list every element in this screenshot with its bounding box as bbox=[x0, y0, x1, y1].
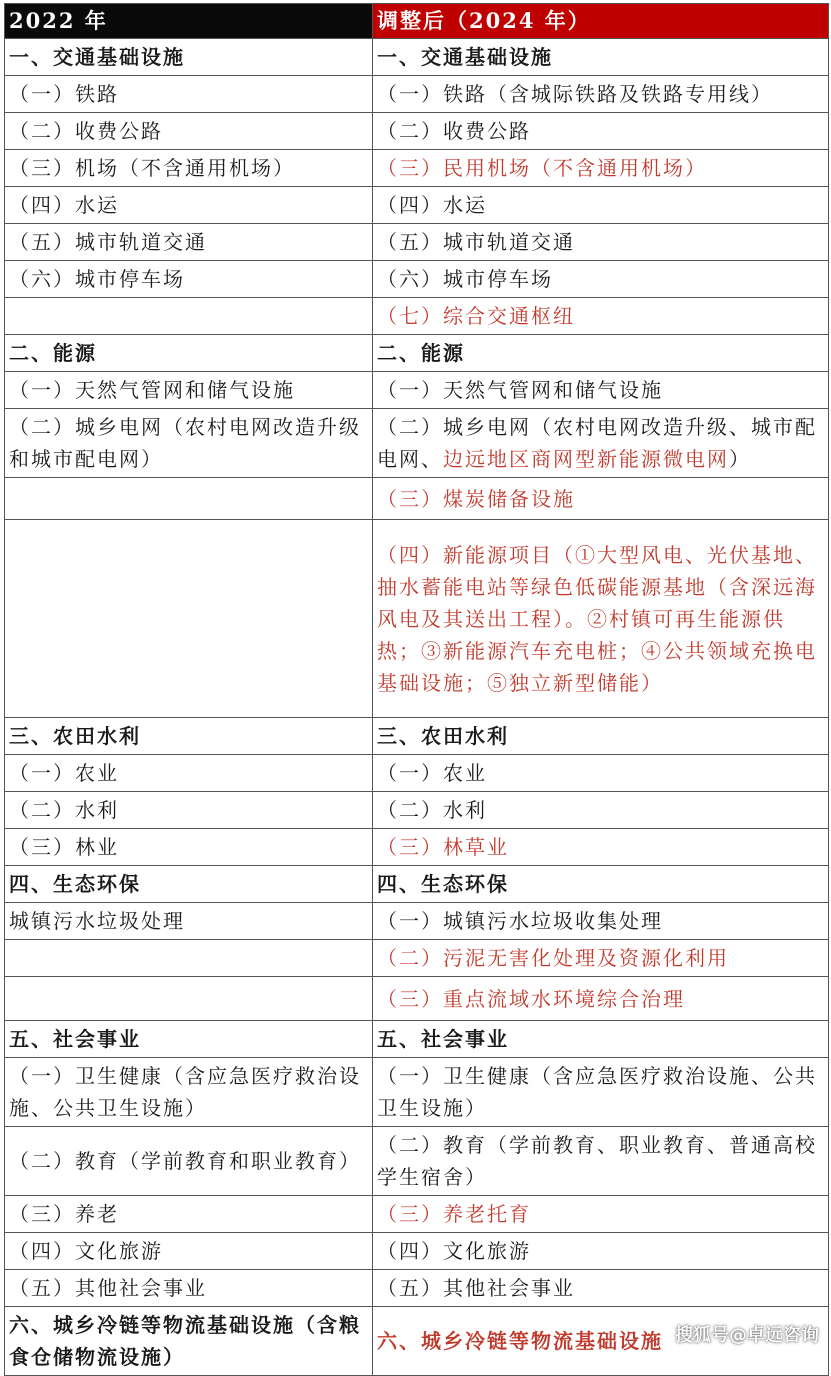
cell-2024: （六）城市停车场 bbox=[373, 261, 829, 298]
cell-2022: （二）城乡电网（农村电网改造升级和城市配电网） bbox=[5, 409, 373, 478]
cell-2022: （四）文化旅游 bbox=[5, 1233, 373, 1270]
cell-text: ） bbox=[729, 447, 751, 471]
table-row bbox=[5, 1058, 829, 1127]
cell-2024: （四）水运 bbox=[373, 187, 829, 224]
watermark: 搜狐号@卓远咨询 bbox=[675, 1325, 819, 1346]
cell-2022: （五）城市轨道交通 bbox=[5, 224, 373, 261]
cell-2024: （一）天然气管网和储气设施 bbox=[373, 372, 829, 409]
cell-2022: 六、城乡冷链等物流基础设施（含粮食仓储物流设施） bbox=[5, 1307, 373, 1376]
cell-2024: （二）收费公路 bbox=[373, 113, 829, 150]
cell-2022: 四、生态环保 bbox=[5, 866, 373, 903]
cell-2024: （五）其他社会事业 bbox=[373, 1270, 829, 1307]
cell-2022: （二）教育（学前教育和职业教育） bbox=[5, 1127, 373, 1196]
cell-2022: （五）其他社会事业 bbox=[5, 1270, 373, 1307]
cell-2024: （三）煤炭储备设施 bbox=[373, 478, 829, 520]
table-row bbox=[5, 335, 829, 372]
table-row bbox=[5, 1196, 829, 1233]
table-row bbox=[5, 1127, 829, 1196]
cell-2022: （一）卫生健康（含应急医疗救治设施、公共卫生设施） bbox=[5, 1058, 373, 1127]
comparison-table bbox=[4, 3, 829, 1376]
cell-2024: 三、农田水利 bbox=[373, 718, 829, 755]
cell-2022: （四）水运 bbox=[5, 187, 373, 224]
cell-2024: （二）污泥无害化处理及资源化利用 bbox=[373, 940, 829, 977]
table-row bbox=[5, 113, 829, 150]
table-row bbox=[5, 1233, 829, 1270]
cell-2024: （一）农业 bbox=[373, 755, 829, 792]
cell-2022: 城镇污水垃圾处理 bbox=[5, 903, 373, 940]
table-row bbox=[5, 409, 829, 478]
cell-2022: （六）城市停车场 bbox=[5, 261, 373, 298]
table-row bbox=[5, 903, 829, 940]
cell-2024: （二）水利 bbox=[373, 792, 829, 829]
table-row bbox=[5, 829, 829, 866]
cell-text: （二）城乡电网（农村电网改造升级、城市配电网、 bbox=[377, 415, 817, 471]
cell-2024: （四）文化旅游 bbox=[373, 1233, 829, 1270]
cell-2024: 五、社会事业 bbox=[373, 1021, 829, 1058]
table-row bbox=[5, 977, 829, 1021]
cell-2022: 三、农田水利 bbox=[5, 718, 373, 755]
cell-2024: 二、能源 bbox=[373, 335, 829, 372]
cell-2022: （一）天然气管网和储气设施 bbox=[5, 372, 373, 409]
cell-2022: （三）养老 bbox=[5, 1196, 373, 1233]
table-row bbox=[5, 940, 829, 977]
cell-2022 bbox=[5, 520, 373, 718]
cell-2024: （七）综合交通枢纽 bbox=[373, 298, 829, 335]
cell-2024: （一）卫生健康（含应急医疗救治设施、公共卫生设施） bbox=[373, 1058, 829, 1127]
header-2022: 2022 年 bbox=[5, 4, 373, 39]
cell-2024: （三）民用机场（不含通用机场） bbox=[373, 150, 829, 187]
header-2024: 调整后（2024 年） bbox=[373, 4, 829, 39]
cell-2022: 五、社会事业 bbox=[5, 1021, 373, 1058]
table-row bbox=[5, 298, 829, 335]
table-row bbox=[5, 187, 829, 224]
cell-2024: 一、交通基础设施 bbox=[373, 39, 829, 76]
cell-2024: （一）铁路（含城际铁路及铁路专用线） bbox=[373, 76, 829, 113]
table-row bbox=[5, 261, 829, 298]
cell-2024: （三）养老托育 bbox=[373, 1196, 829, 1233]
cell-2022: （一）铁路 bbox=[5, 76, 373, 113]
cell-2022: （二）收费公路 bbox=[5, 113, 373, 150]
table-row bbox=[5, 224, 829, 261]
cell-text-new: 边远地区商网型新能源微电网 bbox=[443, 447, 729, 471]
cell-2024: 四、生态环保 bbox=[373, 866, 829, 903]
cell-2024: （五）城市轨道交通 bbox=[373, 224, 829, 261]
cell-2022 bbox=[5, 478, 373, 520]
table-row bbox=[5, 76, 829, 113]
table-row bbox=[5, 866, 829, 903]
cell-2024 bbox=[373, 409, 829, 478]
cell-2022: （三）机场（不含通用机场） bbox=[5, 150, 373, 187]
cell-2024: （三）林草业 bbox=[373, 829, 829, 866]
cell-2022: 一、交通基础设施 bbox=[5, 39, 373, 76]
table-row bbox=[5, 150, 829, 187]
cell-2024: （四）新能源项目（①大型风电、光伏基地、抽水蓄能电站等绿色低碳能源基地（含深远海风电及其送出工程）。②村镇可再生能源供热；③新能源汽车充电桩；④公共领域充换电基础设施；⑤独立新型储能） bbox=[373, 520, 829, 718]
cell-2024: 六、城乡冷链等物流基础设施 bbox=[373, 1307, 829, 1376]
table-row bbox=[5, 755, 829, 792]
table-row bbox=[5, 520, 829, 718]
header-row bbox=[5, 4, 829, 39]
cell-2022: （二）水利 bbox=[5, 792, 373, 829]
table-row bbox=[5, 39, 829, 76]
cell-2022: （三）林业 bbox=[5, 829, 373, 866]
table-row bbox=[5, 1270, 829, 1307]
cell-2022 bbox=[5, 940, 373, 977]
cell-2024: （二）教育（学前教育、职业教育、普通高校学生宿舍） bbox=[373, 1127, 829, 1196]
cell-2024: （一）城镇污水垃圾收集处理 bbox=[373, 903, 829, 940]
cell-2024: （三）重点流域水环境综合治理 bbox=[373, 977, 829, 1021]
table-row bbox=[5, 372, 829, 409]
table-row bbox=[5, 718, 829, 755]
table-row bbox=[5, 792, 829, 829]
cell-2022 bbox=[5, 298, 373, 335]
cell-2022: （一）农业 bbox=[5, 755, 373, 792]
cell-2022: 二、能源 bbox=[5, 335, 373, 372]
table-row bbox=[5, 1021, 829, 1058]
cell-2022 bbox=[5, 977, 373, 1021]
table-row bbox=[5, 478, 829, 520]
